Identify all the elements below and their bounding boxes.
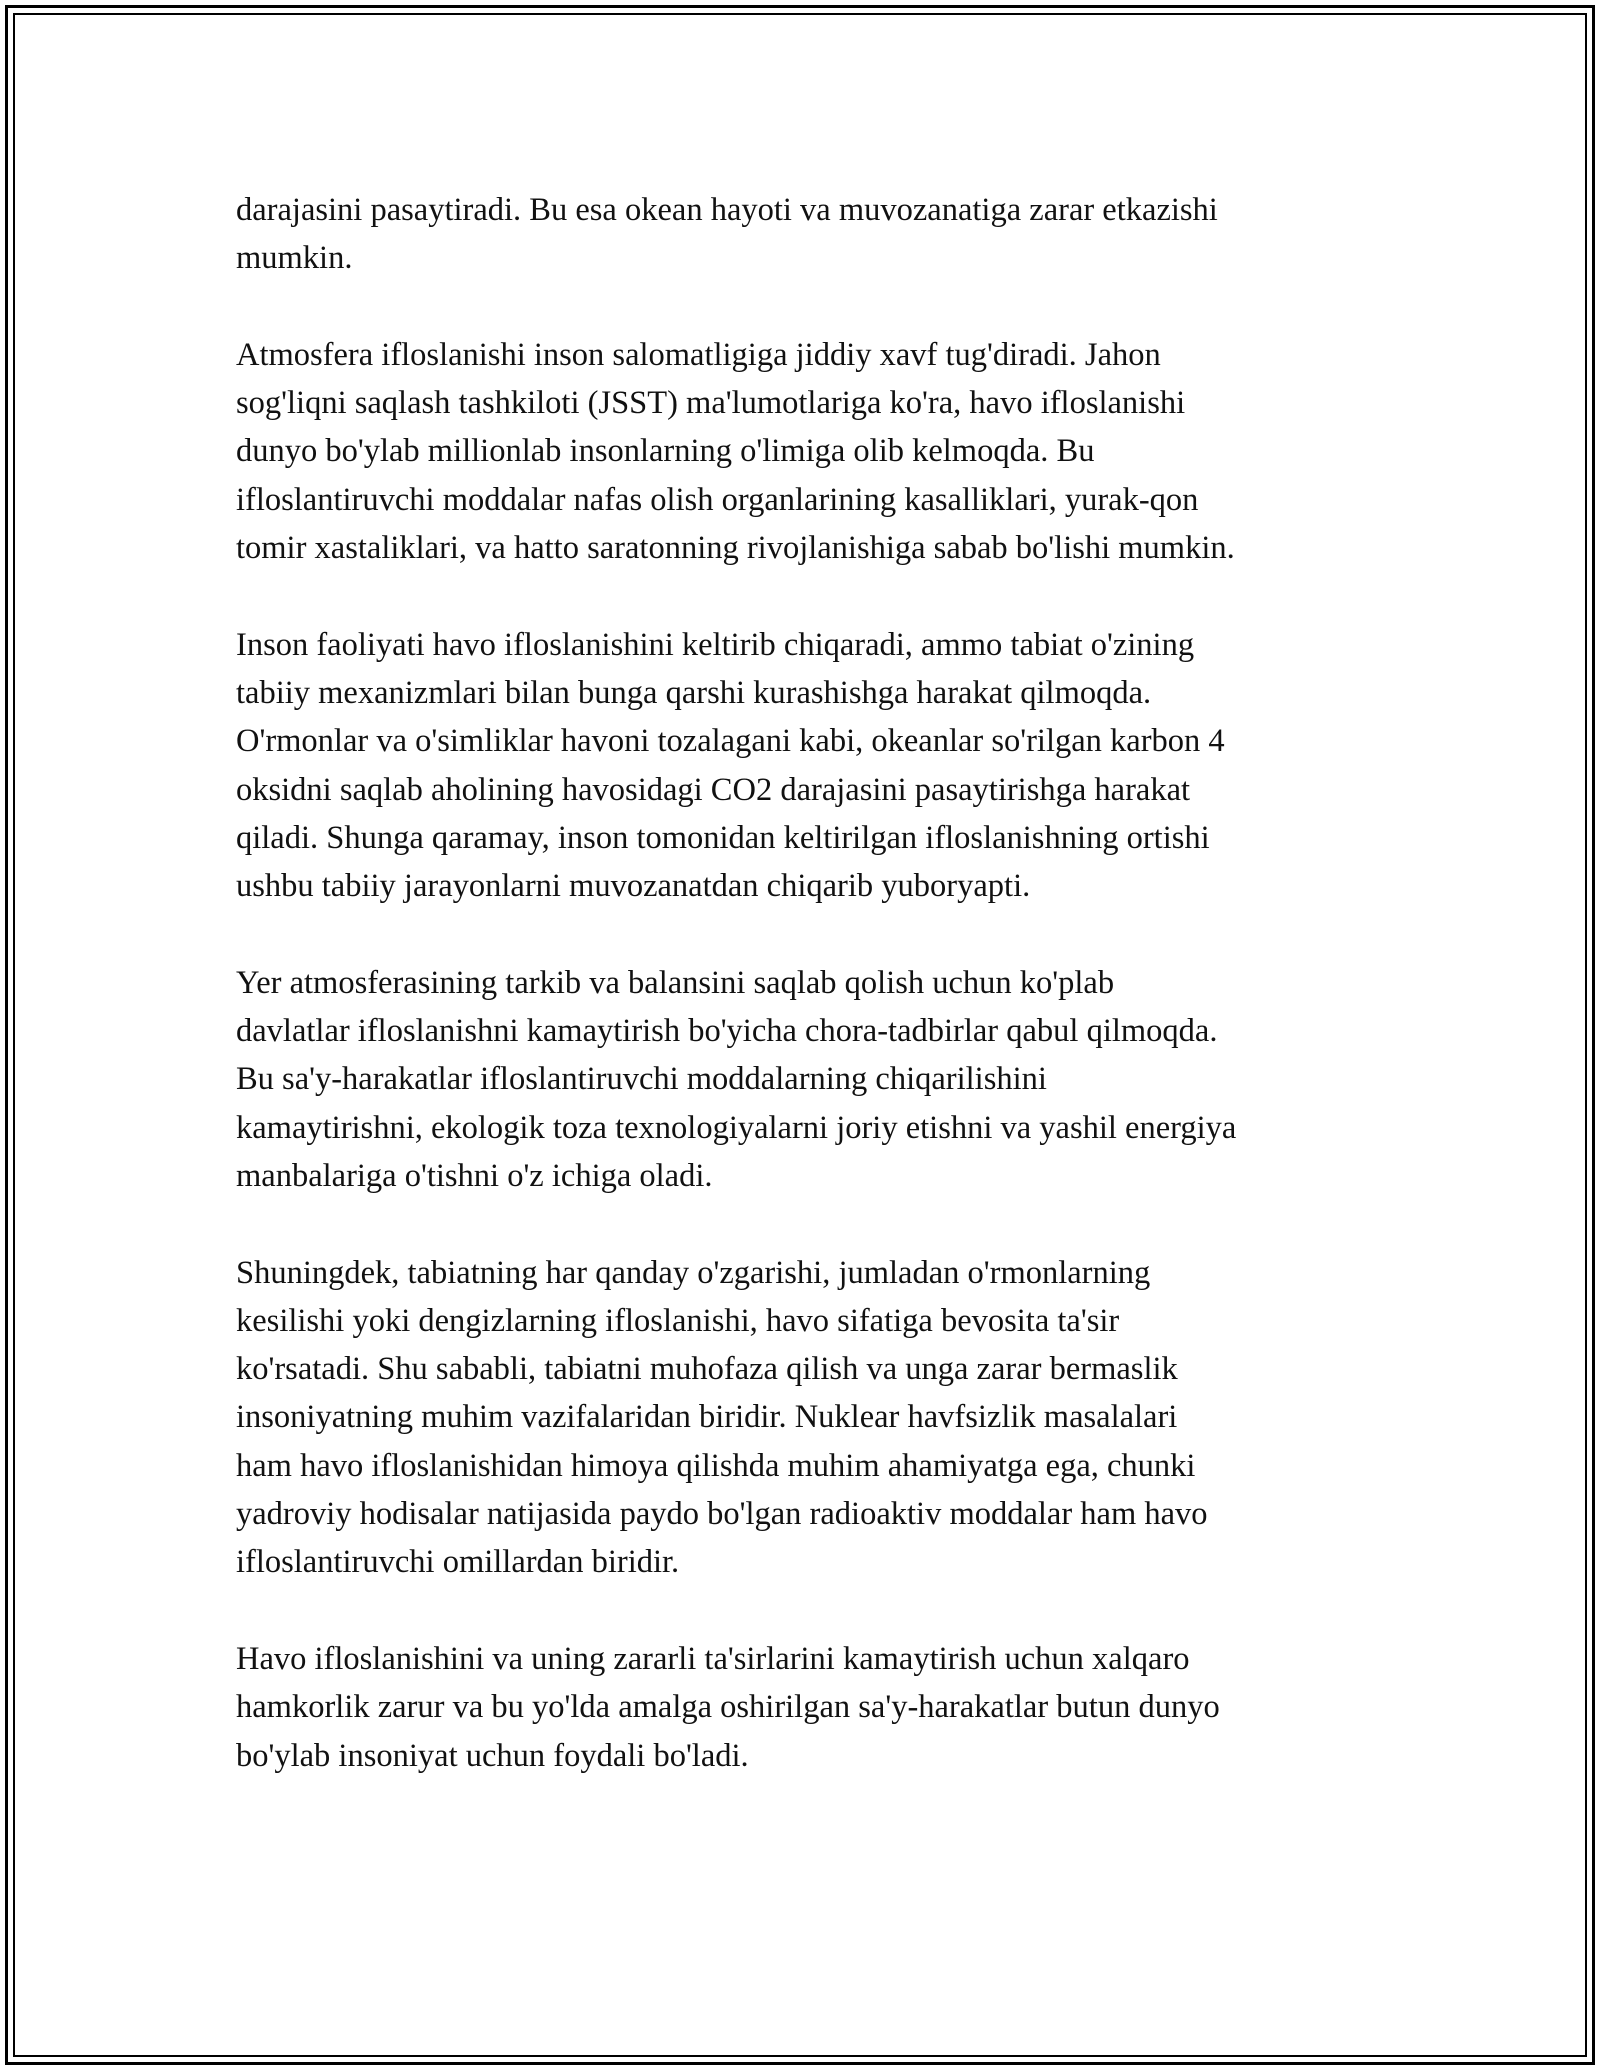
text-line: Havo ifloslanishini va uning zararli ta'sirlarini kamaytirish uchun xalqaro: [236, 1640, 1190, 1677]
text-line: kesilishi yoki dengizlarning ifloslanishi, havo sifatiga bevosita ta'sir: [236, 1302, 1120, 1339]
text-line: Yer atmosferasining tarkib va balansini saqlab qolish uchun ko'plab: [236, 964, 1115, 1001]
text-line: ifloslantiruvchi moddalar nafas olish organlarining kasalliklari, yurak-qon: [236, 481, 1199, 518]
text-line: mumkin.: [236, 240, 353, 277]
paragraph-3: [236, 621, 1386, 911]
text-line: hamkorlik zarur va bu yo'lda amalga oshirilgan sa'y-harakatlar butun dunyo: [236, 1689, 1220, 1726]
paragraph-6: [236, 1635, 1386, 1780]
text-line: Bu sa'y-harakatlar ifloslantiruvchi moddalarning chiqarilishini: [236, 1061, 1047, 1098]
text-line: Atmosfera ifloslanishi inson salomatligiga jiddiy xavf tug'diradi. Jahon: [236, 336, 1161, 373]
text-line: qiladi. Shunga qaramay, inson tomonidan keltirilgan ifloslanishning ortishi: [236, 819, 1210, 856]
text-line: yadroviy hodisalar natijasida paydo bo'lgan radioaktiv moddalar ham havo: [236, 1496, 1208, 1533]
paragraph-1: [236, 186, 1386, 283]
document-body: [236, 186, 1386, 1828]
text-line: sog'liqni saqlash tashkiloti (JSST) ma'lumotlariga ko'ra, havo ifloslanishi: [236, 385, 1186, 422]
text-line: ifloslantiruvchi omillardan biridir.: [236, 1544, 680, 1581]
paragraph-2: [236, 331, 1386, 572]
text-line: ham havo ifloslanishidan himoya qilishda muhim ahamiyatga ega, chunki: [236, 1447, 1196, 1484]
text-line: davlatlar ifloslanishni kamaytirish bo'yicha chora-tadbirlar qabul qilmoqda.: [236, 1013, 1218, 1050]
paragraph-4: [236, 959, 1386, 1200]
text-line: tabiiy mexanizmlari bilan bunga qarshi kurashishga harakat qilmoqda.: [236, 674, 1152, 711]
text-line: dunyo bo'ylab millionlab insonlarning o'limiga olib kelmoqda. Bu: [236, 433, 1095, 470]
text-line: insoniyatning muhim vazifalaridan biridir. Nuklear havfsizlik masalalari: [236, 1399, 1178, 1436]
text-line: bo'ylab insoniyat uchun foydali bo'ladi.: [236, 1737, 749, 1774]
text-line: ko'rsatadi. Shu sababli, tabiatni muhofaza qilish va unga zarar bermaslik: [236, 1351, 1178, 1388]
text-line: tomir xastaliklari, va hatto saratonning rivojlanishiga sabab bo'lishi mumkin.: [236, 530, 1235, 567]
text-line: manbalariga o'tishni o'z ichiga oladi.: [236, 1157, 713, 1194]
text-line: kamaytirishni, ekologik toza texnologiyalarni joriy etishni va yashil energiya: [236, 1109, 1237, 1146]
paragraph-5: [236, 1249, 1386, 1587]
text-line: darajasini pasaytiradi. Bu esa okean hayoti va muvozanatiga zarar etkazishi: [236, 192, 1218, 228]
text-line: O'rmonlar va o'simliklar havoni tozalagani kabi, okeanlar so'rilgan karbon 4: [236, 723, 1225, 760]
text-line: ushbu tabiiy jarayonlarni muvozanatdan chiqarib yuboryapti.: [236, 868, 1031, 905]
text-line: oksidni saqlab aholining havosidagi CO2 darajasini pasaytirishga harakat: [236, 771, 1191, 808]
text-line: Shuningdek, tabiatning har qanday o'zgarishi, jumladan o'rmonlarning: [236, 1254, 1151, 1291]
text-line: Inson faoliyati havo ifloslanishini keltirib chiqaradi, ammo tabiat o'zining: [236, 626, 1195, 663]
